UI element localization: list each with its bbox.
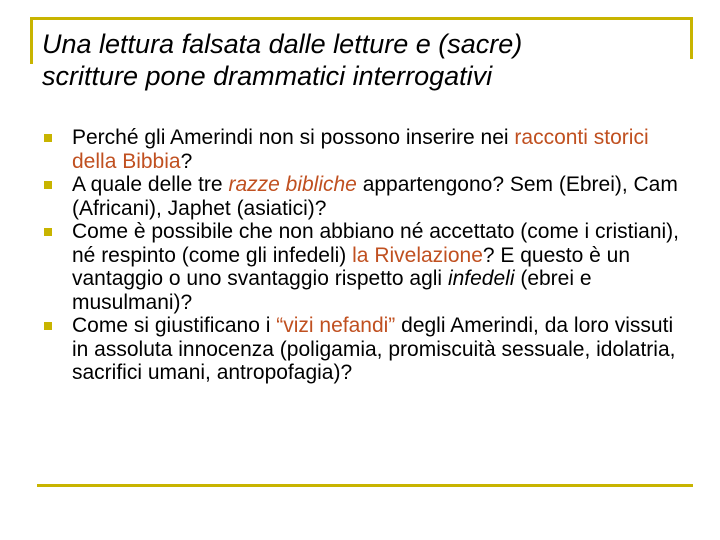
- bullet-3-segment-3: ? E questo è un vantaggio o uno svantaggio rispetto agli: [72, 243, 631, 290]
- bullet-2-highlight-razze-bibliche: razze bibliche: [228, 173, 357, 196]
- slide-title-line-2: scritture pone drammatici interrogativi: [42, 61, 493, 91]
- bullet-item-2: [44, 173, 694, 220]
- square-bullet-icon: [44, 228, 52, 236]
- square-bullet-icon: [44, 322, 52, 330]
- bullet-1-segment-3: ?: [180, 149, 193, 173]
- bullet-item-1: [44, 126, 694, 173]
- bullet-4-segment-3: degli Amerindi, da loro vissuti in assoluta innocenza (poligamia, promiscuità sessuale, idolatria, sacrifici umani, antropofagia)?: [72, 314, 676, 384]
- bullet-3-segment-1: Come è possibile che non abbiano né accettato (come i cristiani), né respinto (come gli infedeli): [72, 220, 679, 267]
- bullet-4-highlight-vizi-nefandi: “vizi nefandi”: [276, 314, 396, 337]
- bullet-3-italic-infedeli: infedeli: [447, 267, 515, 290]
- bullet-item-3: [44, 220, 694, 314]
- bullet-2-segment-3: appartengono? Sem (Ebrei), Cam (Africani), Japhet (asiatici)?: [72, 173, 678, 220]
- slide-frame-bottom-line: [37, 484, 693, 487]
- bullet-4-segment-1: Come si giustificano i: [72, 314, 277, 337]
- bullet-3-segment-5: (ebrei e musulmani)?: [72, 267, 592, 314]
- bullet-1-segment-1: Perché gli Amerindi non si possono inserire nei: [72, 126, 515, 149]
- slide-title-line-1: Una lettura falsata dalle letture e (sacre): [42, 29, 523, 59]
- square-bullet-icon: [44, 181, 52, 189]
- square-bullet-icon: [44, 134, 52, 142]
- bullet-4-text: [72, 314, 675, 384]
- bullet-2-text: [72, 173, 678, 220]
- slide-frame-top-line: [30, 17, 693, 20]
- slide-frame-left-line: [30, 17, 33, 64]
- bullet-3-highlight-rivelazione: la Rivelazione: [352, 243, 483, 267]
- bullet-1-highlight-bibbia: racconti storici della Bibbia: [72, 126, 649, 173]
- slide-title: [42, 28, 692, 92]
- bullet-item-4: [44, 314, 694, 385]
- bullet-2-segment-1: A quale delle tre: [72, 173, 229, 196]
- bullet-list: [44, 126, 694, 385]
- bullet-3-text: [72, 220, 679, 314]
- bullet-1-text: [72, 126, 649, 173]
